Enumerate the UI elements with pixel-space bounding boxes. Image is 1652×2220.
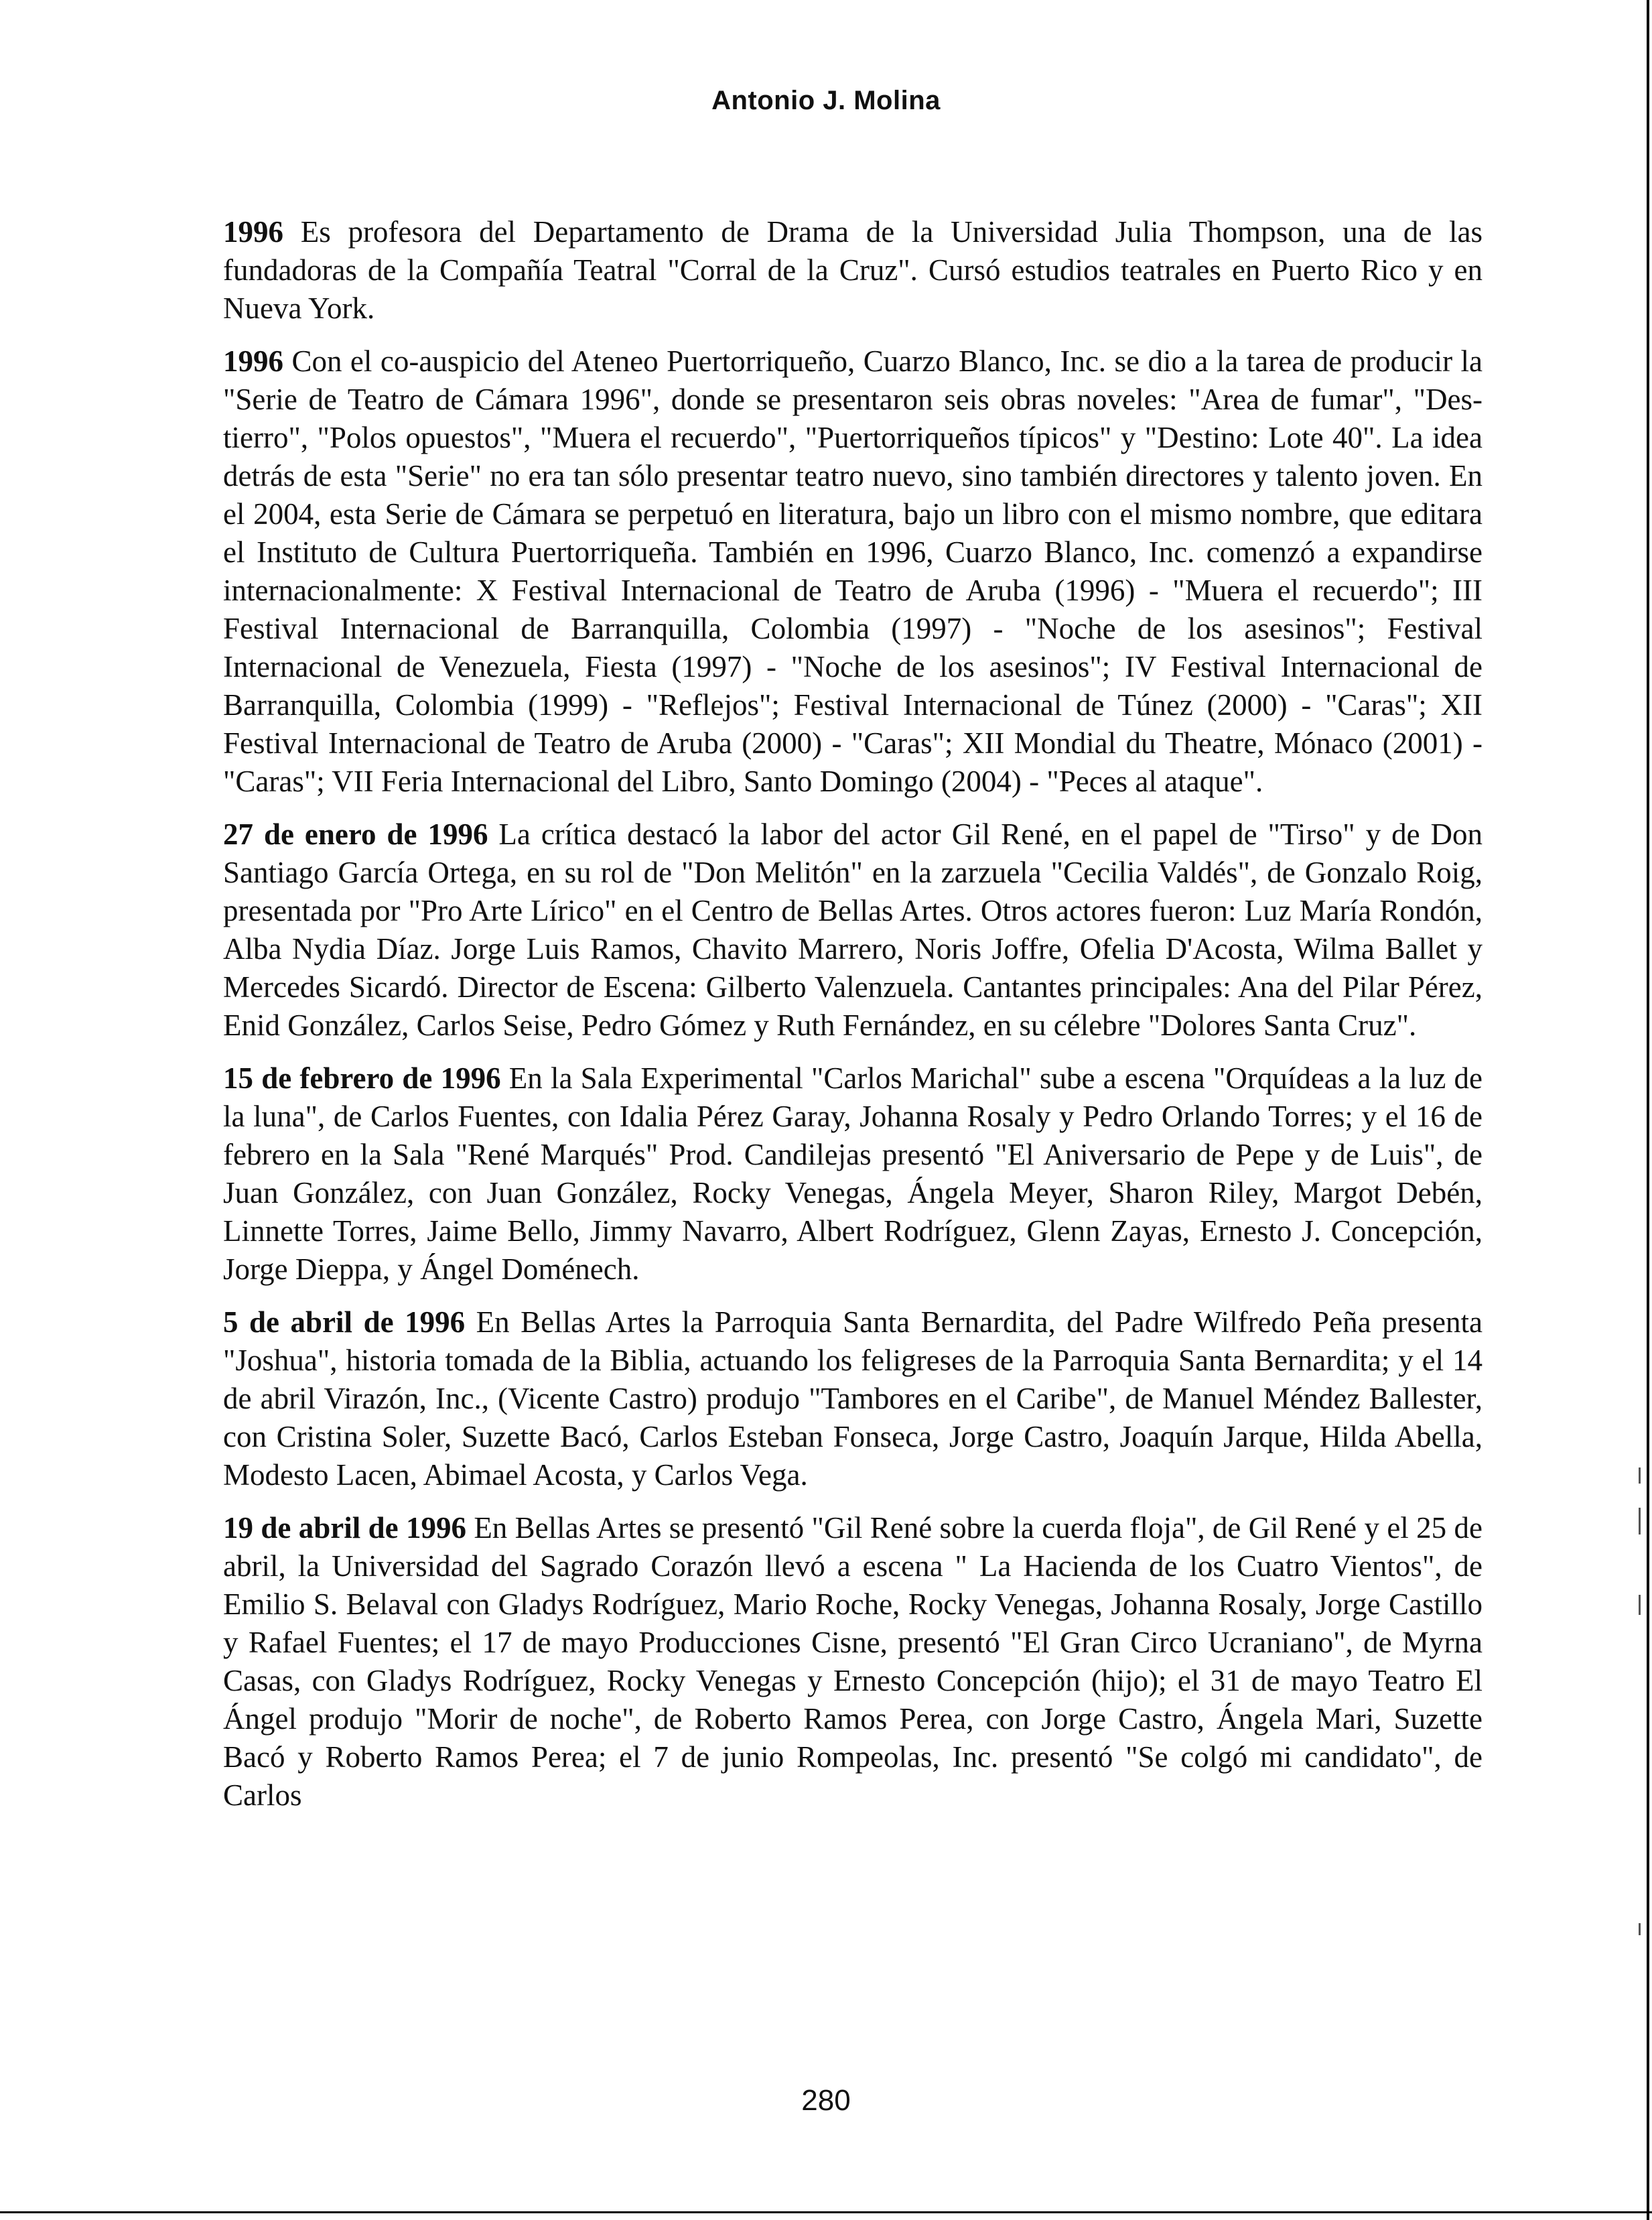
entry-text: Con el co-auspicio del Ateneo Puertorriqueño, Cuarzo Blanco, Inc. se dio a la tarea de producir la "Serie de Teatro de Cámara 1996", donde se presentaron seis obras noveles: "Area de fumar", "Des-tierro", "Polos opuestos", "Muera el recuerdo", "Puertorriqueños típicos" y "Destino: Lote 40". La idea detrás de esta "Serie" no era tan sólo presentar teatro nuevo, sino también directores y talento joven. En el 2004, esta Serie de Cámara se perpetuó en literatura, bajo un libro con el mismo nombre, que editara el Instituto de Cultura Puertorriqueña. También en 1996, Cuarzo Blanco, Inc. comenzó a expandirse internacionalmente: X Festival Internacional de Teatro de Aruba (1996) - "Muera el recuerdo"; III Festival Internacional de Barranquilla, Colombia (1997) - "Noche de los asesinos"; Festival Internacional de Venezuela, Fiesta (1997) - "Noche de los asesinos"; IV Festival Internacional de Barranquilla, Colombia (1999) - "Reflejos"; Festival Internacional de Túnez (2000) - "Caras"; XII Festival Internacional de Teatro de Aruba (2000) - "Caras"; XII Mondial du Theatre, Mónaco (2001) - "Caras"; VII Feria Internacional del Libro, Santo Domingo (2004) - "Peces al ataque". — [223, 344, 1483, 798]
entry-date: 19 de abril de 1996 — [223, 1511, 466, 1545]
chronology-entry — [223, 815, 1483, 1045]
scan-artifact-mark — [1639, 1467, 1641, 1484]
chronology-entry — [223, 1509, 1483, 1815]
chronology-entry — [223, 213, 1483, 328]
page-body — [223, 213, 1483, 1829]
scan-artifact-mark — [1639, 1595, 1641, 1615]
scan-edge-right — [1647, 0, 1649, 2220]
entry-text: En Bellas Artes la Parroquia Santa Bernardita, del Padre Wilfredo Peña presenta "Joshua", historia tomada de la Biblia, actuando los feligreses de la Parroquia Santa Bernardita; y el 14 de abril Virazón, Inc., (Vicente Castro) produjo "Tambores en el Caribe", de Manuel Méndez Ballester, con Cristina Soler, Suzette Bacó, Carlos Esteban Fonseca, Jorge Castro, Joaquín Jarque, Hilda Abella, Modesto Lacen, Abimael Acosta, y Carlos Vega. — [223, 1305, 1483, 1492]
entry-date: 15 de febrero de 1996 — [223, 1061, 501, 1095]
page-number: 280 — [801, 2084, 851, 2117]
scan-artifact-mark — [1639, 1923, 1641, 1935]
chronology-entry — [223, 342, 1483, 801]
chronology-entry — [223, 1303, 1483, 1494]
chronology-entry — [223, 1059, 1483, 1289]
running-title: Antonio J. Molina — [711, 86, 941, 115]
entry-text: La crítica destacó la labor del actor Gil René, en el papel de "Tirso" y de Don Santiago García Ortega, en su rol de "Don Melitón" en la zarzuela "Cecilia Valdés", de Gonzalo Roig, presentada por "Pro Arte Lírico" en el Centro de Bellas Artes. Otros actores fueron: Luz María Rondón, Alba Nydia Díaz. Jorge Luis Ramos, Chavito Marrero, Noris Joffre, Ofelia D'Acosta, Wilma Ballet y Mercedes Sicardó. Director de Escena: Gilberto Valenzuela. Cantantes principales: Ana del Pilar Pérez, Enid González, Carlos Seise, Pedro Gómez y Ruth Fernández, en su célebre "Dolores Santa Cruz". — [223, 818, 1483, 1042]
entry-date: 5 de abril de 1996 — [223, 1305, 466, 1339]
entry-text: En la Sala Experimental "Carlos Marichal" sube a escena "Orquídeas a la luz de la luna", de Carlos Fuentes, con Idalia Pérez Garay, Johanna Rosaly y Pedro Orlando Torres; y el 16 de febrero en la Sala "René Marqués" Prod. Candilejas presentó "El Aniversario de Pepe y de Luis", de Juan González, con Juan González, Rocky Venegas, Ángela Meyer, Sharon Riley, Margot Debén, Linnette Torres, Jaime Bello, Jimmy Navarro, Albert Rodríguez, Glenn Zayas, Ernesto J. Concepción, Jorge Dieppa, y Ángel Doménech. — [223, 1061, 1483, 1286]
scan-artifact-mark — [1639, 1508, 1641, 1535]
entry-date: 1996 — [223, 344, 283, 378]
entry-text: En Bellas Artes se presentó "Gil René sobre la cuerda floja", de Gil René y el 25 de abril, la Universidad del Sagrado Corazón llevó a escena " La Hacienda de los Cuatro Vientos", de Emilio S. Belaval con Gladys Rodríguez, Mario Roche, Rocky Venegas, Johanna Rosaly, Jorge Castillo y Rafael Fuentes; el 17 de mayo Producciones Cisne, presentó "El Gran Circo Ucraniano", de Myrna Casas, con Gladys Rodríguez, Rocky Venegas y Ernesto Concepción (hijo); el 31 de mayo Teatro El Ángel produjo "Morir de noche", de Roberto Ramos Perea, con Jorge Castro, Ángela Mari, Suzette Bacó y Roberto Ramos Perea; el 7 de junio Rompeolas, Inc. presentó "Se colgó mi candidato", de Carlos — [223, 1511, 1483, 1812]
entry-date: 27 de enero de 1996 — [223, 818, 488, 851]
scan-edge-bottom — [0, 2211, 1652, 2213]
entry-text: Es profesora del Departamento de Drama de la Universidad Julia Thompson, una de las fundadoras de la Compañía Teatral "Corral de la Cruz". Cursó estudios teatrales en Puerto Rico y en Nueva York. — [223, 215, 1483, 325]
entry-date: 1996 — [223, 215, 283, 249]
